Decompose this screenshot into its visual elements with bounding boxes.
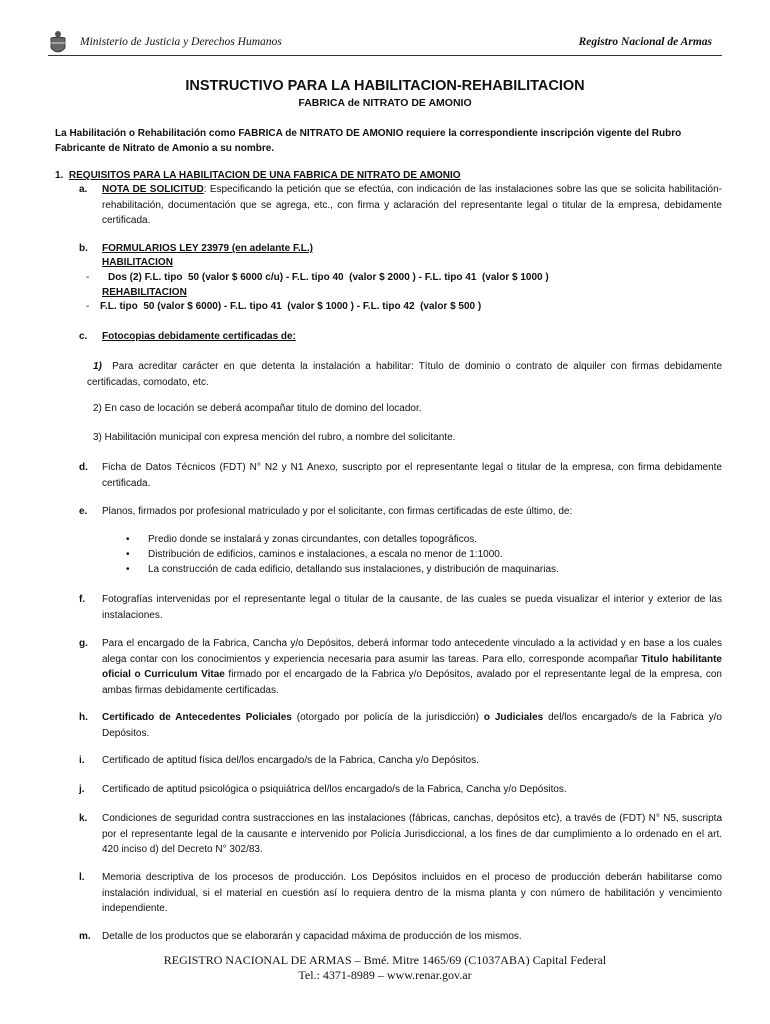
item-i-letter: i. (79, 755, 85, 766)
item-h-text-1: (otorgado por policía de la jurisdicción) (291, 712, 484, 723)
item-h-letter: h. (79, 712, 88, 723)
item-c-3: 3) Habilitación municipal con expresa mención del rubro, a nombre del solicitante. (93, 432, 456, 443)
bullet-icon: • (126, 534, 130, 545)
item-c-label: Fotocopias debidamente certificadas de: (102, 331, 296, 342)
item-d-letter: d. (79, 462, 88, 473)
header-divider (48, 55, 722, 56)
item-c-1 (87, 359, 722, 390)
item-g (102, 636, 722, 698)
item-l-text: Memoria descriptiva de los procesos de producción. Los Depósitos incluidos en el proceso de producción deberán habilitarse como instalación individual, si el material en cuestión así lo requiera dentro de la misma planta y con número de habilitación y vencimiento independiente. (102, 872, 722, 914)
ministry-name: Ministerio de Justicia y Derechos Humanos (80, 36, 282, 48)
item-e-bullet-3: La construcción de cada edificio, detallando sus instalaciones, y distribución de maquinarias. (148, 564, 559, 575)
item-c-2: 2) En caso de locación se deberá acompañar titulo de domino del locador. (93, 403, 422, 414)
item-f-letter: f. (79, 594, 86, 605)
page-subtitle: FABRICA de NITRATO DE AMONIO (298, 97, 472, 109)
dash-rehab: - (86, 301, 90, 312)
section-heading (55, 170, 461, 181)
bullet-icon: • (126, 564, 130, 575)
item-a-label: NOTA DE SOLICITUD (102, 184, 204, 195)
item-d-text: Ficha de Datos Técnicos (FDT) N° N2 y N1 Anexo, suscripto por el representante legal o titular de la empresa, con firma debidamente certificada. (102, 462, 722, 489)
item-c-letter: c. (79, 331, 88, 342)
item-e-bullet-2: Distribución de edificios, caminos e instalaciones, a escala no menor de 1:1000. (148, 549, 503, 560)
bullet-icon: • (126, 549, 130, 560)
item-h (102, 710, 722, 741)
item-h-bold-1: Certificado de Antecedentes Policiales (102, 712, 292, 723)
item-b-label: FORMULARIOS LEY 23979 (en adelante F.L.) (102, 243, 313, 254)
section-title: REQUISITOS PARA LA HABILITACION DE UNA FABRICA DE NITRATO DE AMONIO (68, 170, 461, 181)
section-number: 1. (55, 170, 64, 181)
item-f-text: Fotografías intervenidas por el representante legal o titular de la causante, de las cuales se pueda visualizar el interior y exterior de las instalaciones. (102, 594, 722, 621)
footer-contact: Tel.: 4371-8989 – www.renar.gov.ar (298, 968, 472, 982)
item-j-letter: j. (79, 784, 85, 795)
item-j-text: Certificado de aptitud psicológica o psiquiátrica del/los encargado/s de la Fabrica, Cancha y/o Depósitos. (102, 784, 567, 795)
item-c-1-text: Para acreditar carácter en que detenta la instalación a habilitar: Título de dominio o contrato de alquiler con firmas debidamente certificadas, comodato, etc. (87, 361, 723, 388)
item-l-letter: l. (79, 872, 85, 883)
item-g-text-2: firmado por el encargado de la Fabrica y/o Depósitos, avalado por el representante legal de la empresa, con ambas firmas debidamente certificadas. (102, 669, 722, 696)
rehabilitacion-forms: F.L. tipo 50 (valor $ 6000) - F.L. tipo 41 (valor $ 1000 ) - F.L. tipo 42 (valor $ 500 ) (100, 301, 482, 312)
intro-paragraph: La Habilitación o Rehabilitación como FABRICA de NITRATO DE AMONIO requiere la correspondiente inscripción vigente del Rubro Fabricante de Nitrato de Amonio a su nombre. (55, 128, 682, 154)
item-h-text-2: del/los encargado/s de la Fabrica y/o Depósitos. (102, 712, 722, 739)
footer-address: REGISTRO NACIONAL DE ARMAS – Bmé. Mitre 1465/69 (C1037ABA) Capital Federal (163, 953, 607, 967)
page-title: INSTRUCTIVO PARA LA HABILITACION-REHABILITACION (185, 78, 585, 94)
item-k-text: Condiciones de seguridad contra sustracciones en las instalaciones (fábricas, canchas, depósitos etc), a través de (FDT) N° N5, suscripta por el representante legal de la causante e intervenido por Policía Jurisdiccional, a los fines de dar cumplimiento a lo ordenado en el art. 420 inciso d) del Decreto N° 302/83. (102, 813, 722, 855)
item-k-letter: k. (79, 813, 88, 824)
item-a (102, 182, 722, 229)
habilitacion-forms: Dos (2) F.L. tipo 50 (valor $ 6000 c/u) - F.L. tipo 40 (valor $ 2000 ) - F.L. tipo 41 (valor $ 1000 ) (108, 272, 549, 283)
registry-name: Registro Nacional de Armas (578, 36, 712, 48)
item-c-1-num: 1) (93, 361, 102, 372)
item-e-bullet-1: Predio donde se instalará y zonas circundantes, con detalles topográficos. (148, 534, 478, 545)
item-a-letter: a. (79, 184, 88, 195)
dash-hab: - (86, 272, 90, 283)
item-m-letter: m. (79, 931, 91, 942)
item-e-letter: e. (79, 506, 88, 517)
rehabilitacion-label: REHABILITACION (102, 287, 187, 298)
item-g-letter: g. (79, 638, 88, 649)
item-m-text: Detalle de los productos que se elaborarán y capacidad máxima de producción de los mismos. (102, 931, 522, 942)
item-b-letter: b. (79, 243, 88, 254)
item-h-bold-2: o Judiciales (483, 712, 544, 723)
habilitacion-label: HABILITACION (102, 257, 173, 268)
item-e-text: Planos, firmados por profesional matriculado y por el solicitante, con firmas certificadas de este último, de: (102, 506, 573, 517)
coat-of-arms-icon (48, 30, 68, 56)
item-g-text-1: Para el encargado de la Fabrica, Cancha y/o Depósitos, deberá informar todo antecedente vinculado a la actividad y en base a los cuales alega contar con los conocimientos y experiencia necesaria para asumir las tareas. Para ello, corresponde acompañar (102, 638, 722, 665)
item-i-text: Certificado de aptitud física del/los encargado/s de la Fabrica, Cancha y/o Depósitos. (102, 755, 479, 766)
item-a-text: : Especificando la petición que se efectúa, con indicación de las instalaciones sobre las que se solicita habilitación-rehabilitación, documentación que se agrega, etc., con firma y aclaración del representante legal o titular de la empresa, debidamente certificada. (102, 184, 723, 226)
item-g-bold: Titulo habilitante oficial o Curriculum Vitae (102, 653, 722, 680)
